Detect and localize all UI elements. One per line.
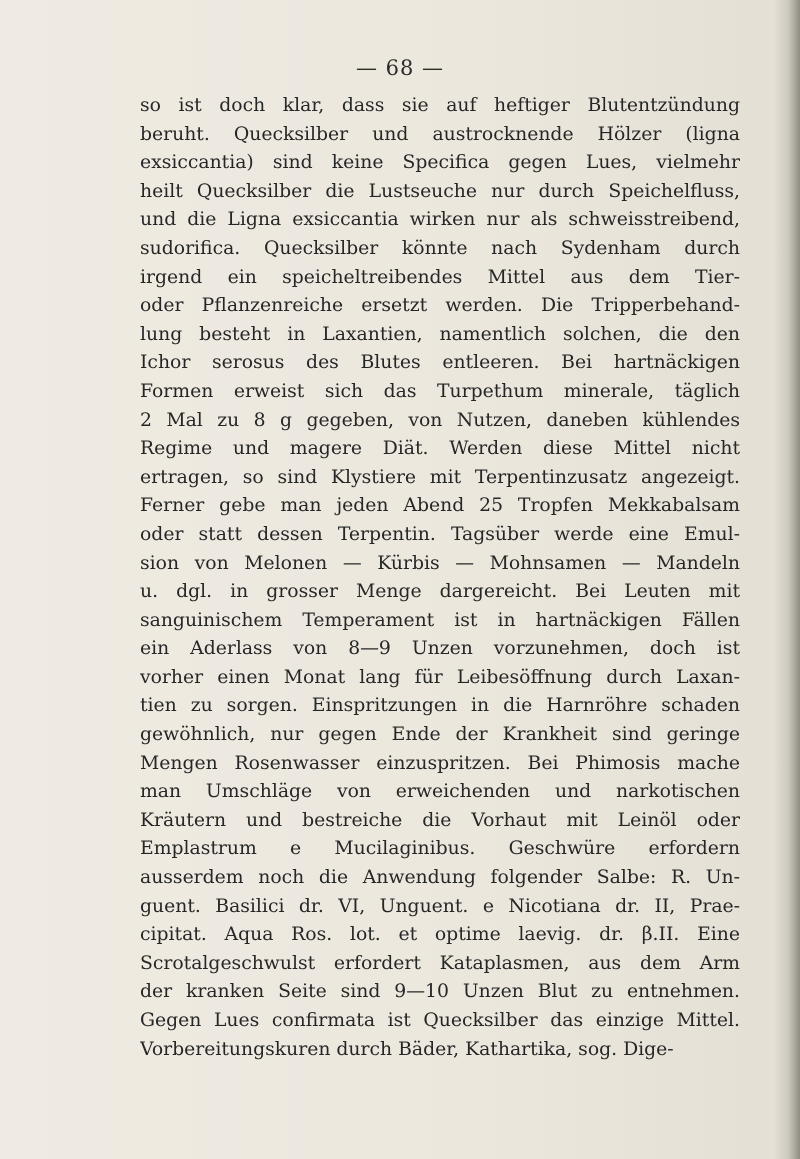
text-line: lung besteht in Laxantien, namentlich solchen, die den [140, 323, 740, 345]
text-line: Vorbereitungskuren durch Bäder, Kathartika, sog. Dige- [140, 1038, 674, 1060]
text-line: sanguinischem Temperament ist in hartnäckigen Fällen [140, 609, 740, 631]
text-line: vorher einen Monat lang für Leibesöffnung durch Laxan- [140, 666, 740, 688]
text-line: Ferner gebe man jeden Abend 25 Tropfen Mekkabalsam [140, 495, 740, 517]
text-line: ertragen, so sind Klystiere mit Terpentinzusatz angezeigt. [140, 466, 740, 488]
text-line: Regime und magere Diät. Werden diese Mittel nicht [140, 438, 740, 460]
text-line: Ichor serosus des Blutes entleeren. Bei hartnäckigen [140, 352, 740, 374]
text-line: man Umschläge von erweichenden und narkotischen [140, 781, 740, 803]
text-line: Mengen Rosenwasser einzuspritzen. Bei Phimosis mache [140, 752, 740, 774]
text-line: oder statt dessen Terpentin. Tagsüber werde eine Emul- [140, 523, 740, 545]
text-line: u. dgl. in grosser Menge dargereicht. Bei Leuten mit [140, 581, 740, 603]
text-line: Scrotalgeschwulst erfordert Kataplasmen, aus dem Arm [140, 952, 740, 974]
text-line: heilt Quecksilber die Lustseuche nur durch Speichelfluss, [140, 180, 740, 202]
page-edge-shadow [774, 0, 800, 1159]
text-line: Kräutern und bestreiche die Vorhaut mit Leinöl oder [140, 809, 740, 831]
text-line: sudorifica. Quecksilber könnte nach Sydenham durch [140, 237, 740, 259]
text-line: der kranken Seite sind 9—10 Unzen Blut zu entnehmen. [140, 981, 740, 1003]
page-number: — 68 — [355, 56, 445, 80]
text-line: irgend ein speicheltreibendes Mittel aus dem Tier- [140, 266, 740, 288]
text-line: Emplastrum e Mucilaginibus. Geschwüre erfordern [140, 838, 740, 860]
text-line: beruht. Quecksilber und austrocknende Hölzer (ligna [140, 123, 740, 145]
text-line: ausserdem noch die Anwendung folgender Salbe: R. Un- [140, 867, 740, 889]
text-line: Formen erweist sich das Turpethum minerale, täglich [140, 380, 740, 402]
text-line: so ist doch klar, dass sie auf heftiger Blutentzündung [140, 95, 740, 116]
text-line: Gegen Lues confirmata ist Quecksilber das einzige Mittel. [140, 1010, 740, 1031]
text-line: oder Pflanzenreiche ersetzt werden. Die Tripperbehand- [140, 295, 740, 317]
text-line: tien zu sorgen. Einspritzungen in die Harnröhre schaden [140, 695, 740, 717]
body-text [140, 92, 740, 1064]
text-line: guent. Basilici dr. VI, Unguent. e Nicotiana dr. II, Prae- [140, 895, 740, 917]
text-line: ein Aderlass von 8—9 Unzen vorzunehmen, doch ist [140, 638, 740, 660]
text-line: 2 Mal zu 8 g gegeben, von Nutzen, daneben kühlendes [140, 409, 740, 431]
text-line: gewöhnlich, nur gegen Ende der Krankheit sind geringe [140, 724, 740, 746]
text-line: exsiccantia) sind keine Specifica gegen Lues, vielmehr [140, 152, 740, 174]
text-line: und die Ligna exsiccantia wirken nur als schweisstreibend, [140, 209, 740, 231]
text-line: cipitat. Aqua Ros. lot. et optime laevig. dr. β.II. Eine [140, 924, 740, 946]
text-line: sion von Melonen — Kürbis — Mohnsamen — Mandeln [140, 552, 740, 574]
